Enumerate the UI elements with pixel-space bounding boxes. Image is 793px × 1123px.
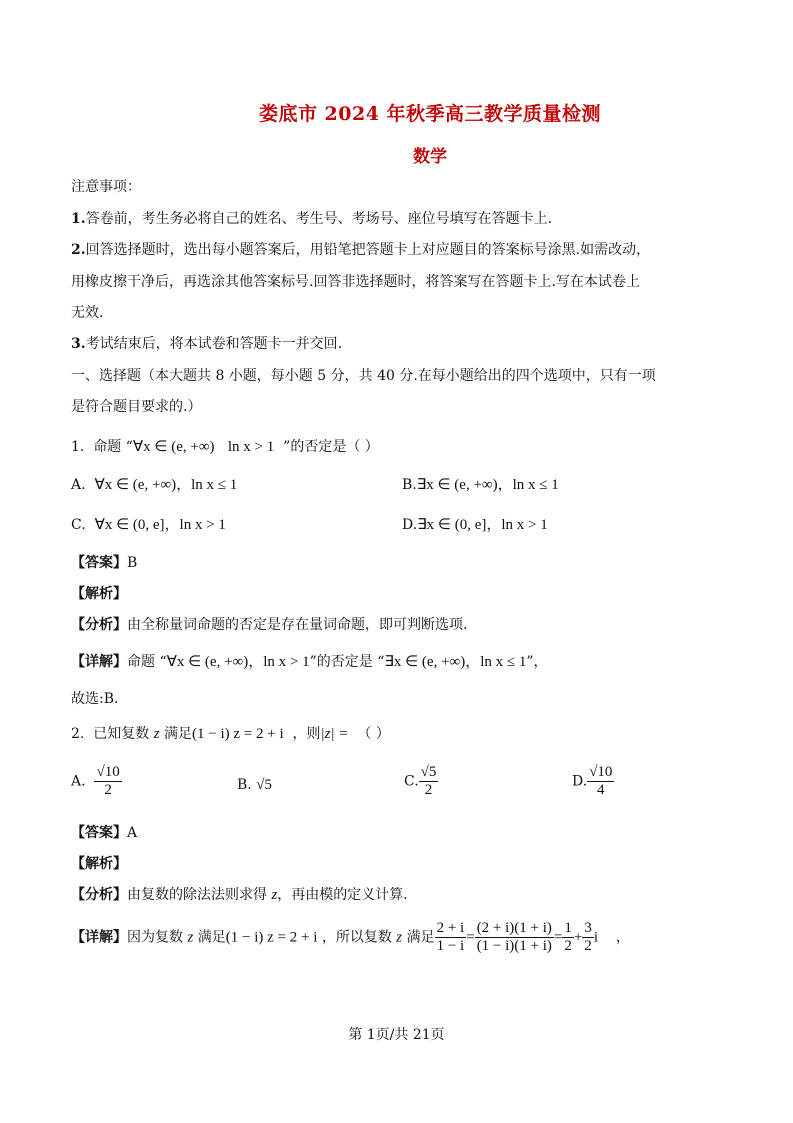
q1-answer: 【答案】B [71,555,138,571]
q2-answer: 【答案】A [71,825,138,841]
q1-stem: 1. 命题 “∀x ∈ (e, +∞) ln x > 1 ”的否定是（ ） [71,439,379,455]
q1-ln-expr: ln x > 1 [227,439,275,455]
notice-item-2-cont: 用橡皮擦干净后，再选涂其他答案标号.回答非选择题时，将答案写在答题卡上.写在本试卷上 [71,274,640,290]
q1-fenxi: 【分析】由全称量词命题的否定是存在量词命题，即可判断选项. [71,617,468,633]
notice-item-1: 1.答卷前，考生务必将自己的姓名、考生号、考场号、座位号填写在答题卡上. [71,211,553,227]
q2-option-b: B. √5 [237,777,272,793]
page-footer: 第 1页/共 21页 [348,1027,445,1043]
q1-forall-expr: ∀x ∈ (e, +∞) [132,439,215,455]
q2-stem: 2. 已知复数 z 满足(1 − i) z = 2 + i ，则|z| = （ ） [71,726,390,742]
subject-title: 数学 [413,147,447,167]
notice-heading: 注意事项： [71,179,141,195]
q2-option-c: C. $\frac{√5}{2}$ [404,764,437,798]
q2-fenxi: 【分析】由复数的除法法则求得 z，再由模的定义计算. [71,887,408,903]
q1-analysis-tag: 【解析】 [71,586,127,602]
q2-option-a: A. $\frac{√10}{2}$ [71,764,120,798]
q1-conclusion: 故选:B. [71,691,119,707]
q2-xiangjie: 【详解】因为复数 z 满足(1 − i) z = 2 + i ，所以复数 z 满足 $\frac{2 + i}{1 - i}$ = $\frac{(2 + i)(1 + i)}{(1 - i)(1 + i)}$ = $\frac{1}{2}$ + $\frac{3}{2}$ i ， [71,920,630,954]
q2-equation: (1 − i) z = 2 + i [192,726,284,742]
notice-item-2: 2.回答选择题时，选出每小题答案后，用铅笔把答题卡上对应题目的答案标号涂黑.如需改动， [71,242,651,258]
q2-analysis-tag: 【解析】 [71,856,127,872]
q1-option-a: A. ∀x ∈ (e, +∞)，ln x ≤ 1 [71,477,238,493]
q2-option-d: D. $\frac{√10}{4}$ [572,764,613,798]
q1-xiangjie: 【详解】命题 “∀x ∈ (e, +∞)，ln x > 1”的否定是 “∃x ∈ (e, +∞)，ln x ≤ 1”， [71,654,548,670]
q1-option-d: D.∃x ∈ (0, e]，ln x > 1 [402,517,548,533]
section-heading-cont: 是符合题目要求的.） [71,399,202,415]
exam-title: 娄底市 2024 年秋季高三教学质量检测 [258,103,602,125]
q1-option-b: B.∃x ∈ (e, +∞)，ln x ≤ 1 [402,477,559,493]
notice-item-3: 3.考试结束后，将本试卷和答题卡一并交回. [71,336,343,352]
notice-item-2-end: 无效. [71,305,104,321]
section-heading: 一、选择题（本大题共 8 小题，每小题 5 分，共 40 分.在每小题给出的四个选项中，只有一项 [71,368,656,384]
q1-option-c: C. ∀x ∈ (0, e]，ln x > 1 [71,517,226,533]
